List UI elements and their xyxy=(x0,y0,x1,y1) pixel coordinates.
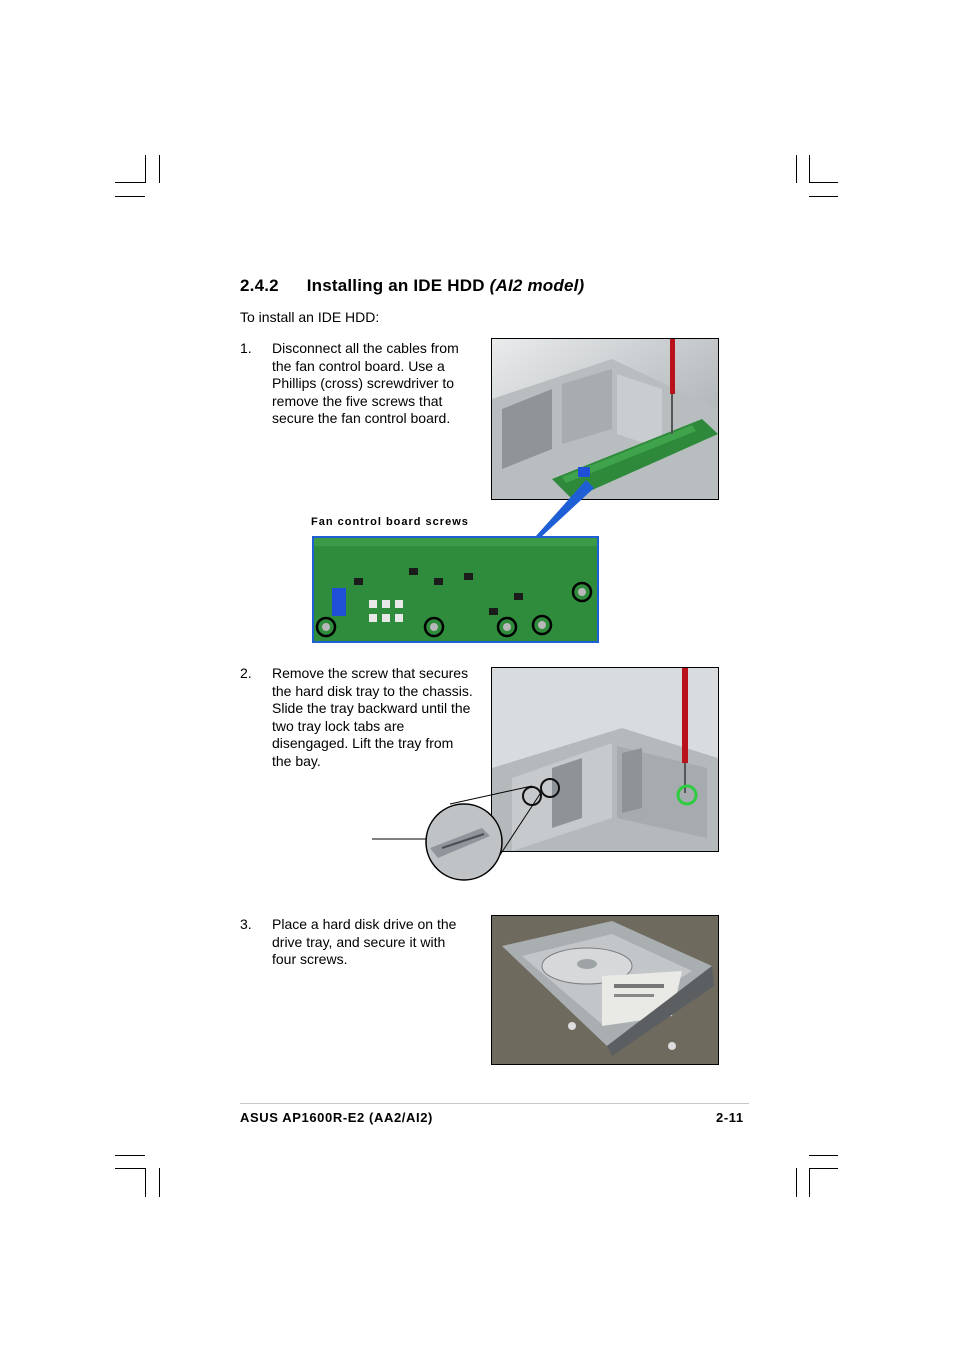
step-3-line: Place a hard disk drive on the xyxy=(272,916,457,932)
step-1-text xyxy=(272,340,487,428)
step-2-line: the bay. xyxy=(272,752,321,769)
section-heading xyxy=(240,276,584,296)
step-3-line: four screws. xyxy=(272,951,348,967)
step-3-number: 3. xyxy=(240,916,252,932)
step-1-line: secure the fan control board. xyxy=(272,410,451,426)
fan-board-chassis-photo xyxy=(491,338,719,500)
step-2-line: Slide the tray backward until the xyxy=(272,700,471,716)
step-1-line: Phillips (cross) screwdriver to xyxy=(272,375,455,391)
step-3-line: drive tray, and secure it with xyxy=(272,933,446,950)
step-2-line: two tray lock tabs are xyxy=(272,717,405,734)
step-1-line: remove the five screws that xyxy=(272,392,443,409)
tray-lock-tab-magnifier xyxy=(372,778,542,882)
footer-rule xyxy=(240,1103,749,1104)
step-2-line: the hard disk tray to the chassis. xyxy=(272,682,473,699)
step-3-text xyxy=(272,916,487,969)
section-title-model: (AI2 model) xyxy=(489,276,585,295)
step-1-line: the fan control board. Use a xyxy=(272,357,445,374)
hdd-in-tray-photo xyxy=(491,915,719,1065)
intro-text: To install an IDE HDD: xyxy=(240,309,380,325)
step-2-line: disengaged. Lift the tray from xyxy=(272,735,454,751)
footer-product: ASUS AP1600R-E2 (AA2/AI2) xyxy=(240,1110,433,1125)
section-title: Installing an IDE HDD xyxy=(306,276,485,295)
fan-board-closeup-photo xyxy=(312,536,599,643)
section-number: 2.4.2 xyxy=(240,276,279,295)
step-2-line: Remove the screw that secures xyxy=(272,665,469,681)
step-1-line: Disconnect all the cables from xyxy=(272,340,459,356)
step-2-number: 2. xyxy=(240,665,252,681)
step-2-text xyxy=(272,665,487,770)
fan-board-screws-label: Fan control board screws xyxy=(311,516,469,528)
callout-pointer xyxy=(536,478,596,540)
footer-page-number: 2-11 xyxy=(716,1110,744,1125)
step-1-number: 1. xyxy=(240,340,252,356)
